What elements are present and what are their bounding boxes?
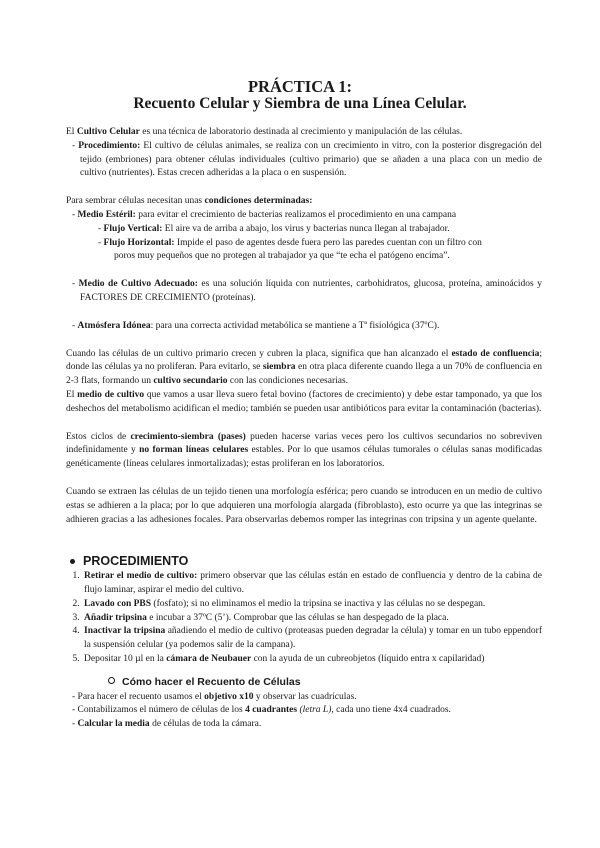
page-title: PRÁCTICA 1: bbox=[247, 77, 353, 96]
bullet-icon bbox=[70, 559, 75, 564]
document-body bbox=[66, 126, 542, 732]
procedimiento-heading: PROCEDIMIENTO bbox=[66, 555, 542, 569]
list-item: 5. Depositar 10 µl en la cámara de Neubauer con la ayuda de un cubreobjetos (líquido entra x capilaridad) bbox=[82, 653, 542, 667]
morfologia-paragraph: Cuando se extraen las células de un tejido tienen una morfología esférica; pero cuando se introducen en un medio de cultivo estas se adhieren a la placa; por lo que adquieren una morfología alargada (fibroblasto), esto ocurre ya que las integrinas se adhieren gracias a las adhesiones focales. Para observarlas debemos romper las integrinas con tripsina y un agente quelante. bbox=[66, 486, 542, 525]
atmosfera-item: - Atmósfera Idónea: para una correcta actividad metabólica se mantiene a Tª fisiológica (37ºC). bbox=[66, 320, 542, 334]
recuento-item: - Contabilizamos el número de células de los 4 cuadrantes (letra L), cada uno tiene 4x4 cuadrados. bbox=[66, 704, 542, 718]
medio-cultivo-item: - Medio de Cultivo Adecuado: es una solución líquida con nutrientes, carbohidratos, glucosa, proteína, aminoácidos y FACTORES DE CRECIMIENTO (proteínas). bbox=[66, 278, 542, 306]
procedimiento-list bbox=[66, 570, 542, 667]
flujo-horizontal-continued: poros muy pequeños que no protegen al trabajador ya que “te echa el patógeno encima”. bbox=[114, 251, 450, 262]
list-item: 4. Inactivar la tripsina añadiendo el medio de cultivo (proteasas pueden degradar la célula) y tomar en un tubo eppendorf la suspensión celular (ya podemos salir de la campana). bbox=[82, 625, 542, 653]
procedimiento-item: - Procedimiento: El cultivo de células animales, se realiza con un crecimiento in vitro, con la posterior disgregación del tejido (embriones) para obtener células individuales (cultivo primario) que se añaden a una placa con un medio de cultivo (nutrientes). Estas crecen adheridas a la placa o en suspensión. bbox=[66, 140, 542, 181]
recuento-item: - Calcular la media de células de toda la cámara. bbox=[66, 718, 542, 732]
recuento-item: - Para hacer el recuento usamos el objetivo x10 y observar las cuadrículas. bbox=[66, 691, 542, 705]
pases-paragraph: Estos ciclos de crecimiento-siembra (pases) pueden hacerse varias veces pero los cultivos secundarios no sobreviven indefinidamente y no forman líneas celulares estables. Por lo que usamos células tumorales o células sanas modificadas genéticamente (líneas celulares inmortalizadas); estas proliferan en los laboratorios. bbox=[66, 431, 542, 470]
page-subtitle: Recuento Celular y Siembra de una Línea Celular. bbox=[133, 95, 467, 112]
intro-paragraph: El Cultivo Celular es una técnica de laboratorio destinada al crecimiento y manipulación de las células. bbox=[66, 127, 463, 137]
recuento-heading: Cómo hacer el Recuento de Células bbox=[66, 676, 542, 690]
confluencia-paragraph: Cuando las células de un cultivo primario crecen y cubren la placa, significa que han alcanzado el estado de confluencia; donde las células ya no proliferan. Para evitarlo, se siembra en otra placa diferente cuando llega a un 70% de confluencia en 2-3 flats, formando un cultivo secundario con las condiciones necesarias. bbox=[66, 348, 542, 387]
list-item: 1. Retirar el medio de cultivo: primero observar que las células están en estado de confluencia y dentro de la cabina de flujo laminar, aspirar el medio del cultivo. bbox=[82, 570, 542, 598]
medio-esteril-item: - Medio Estéril: para evitar el crecimiento de bacterias realizamos el procedimiento en una campana bbox=[66, 209, 542, 223]
list-item: 2. Lavado con PBS (fosfato); si no eliminamos el medio la tripsina se inactiva y las células no se despegan. bbox=[82, 598, 542, 612]
medio-paragraph: El medio de cultivo que vamos a usar lleva suero fetal bovino (factores de crecimiento) y debe estar tamponado, ya que los deshechos del metabolismo acidifican el medio; también se pueden usar antibióticos para evitar la contaminación (bacterias). bbox=[66, 389, 542, 414]
list-item: 3. Añadir tripsina e incubar a 37ºC (5’). Comprobar que las células se han despegado de la placa. bbox=[82, 612, 542, 626]
flujo-horizontal-item: - Flujo Horizontal: Impide el paso de agentes desde fuera pero las paredes cuentan con un filtro con bbox=[66, 237, 542, 251]
circle-bullet-icon bbox=[108, 677, 115, 684]
flujo-vertical-item: - Flujo Vertical: El aire va de arriba a abajo, los virus y bacterias nunca llegan al trabajador. bbox=[66, 223, 542, 237]
conditions-paragraph: Para sembrar células necesitan unas condiciones determinadas: bbox=[66, 196, 313, 207]
